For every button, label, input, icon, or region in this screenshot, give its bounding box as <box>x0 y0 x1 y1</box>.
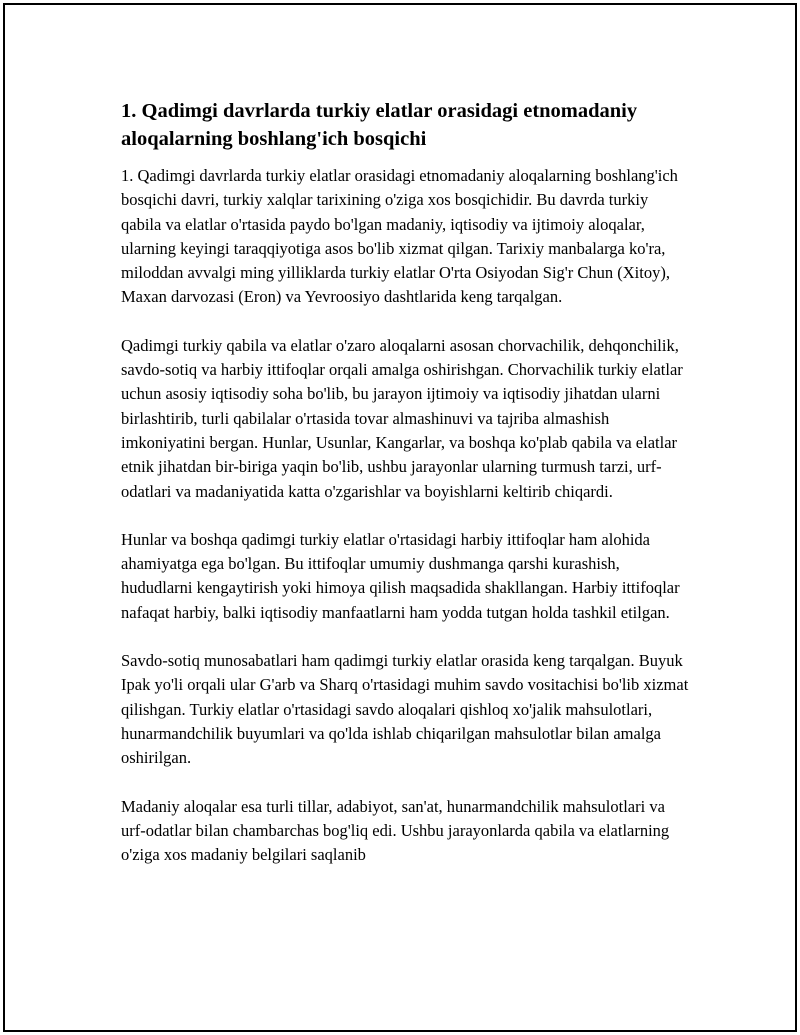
paragraph-1: 1. Qadimgi davrlarda turkiy elatlar orasidagi etnomadaniy aloqalarning boshlang'ich bosqichi davri, turkiy xalqlar tarixining o'ziga xos bosqichidir. Bu davrda turkiy qabila va elatlar o'rtasida paydo bo'lgan madaniy, iqtisodiy va ijtimoiy aloqalar, ularning keyingi taraqqiyotiga asos bo'lib xizmat qilgan. Tarixiy manbalarga ko'ra, miloddan avvalgi ming yilliklarda turkiy elatlar O'rta Osiyodan Sig'r Chun (Xitoy), Maxan darvozasi (Eron) va Yevroosiyo dashtlarida keng tarqalgan. <box>121 166 678 307</box>
paragraph-5: Madaniy aloqalar esa turli tillar, adabiyot, san'at, hunarmandchilik mahsulotlari va urf-odatlar bilan chambarchas bog'liq edi. Ushbu jarayonlarda qabila va elatlarning o'ziga xos madaniy belgilari saqlanib <box>121 796 670 865</box>
paragraph-3: Hunlar va boshqa qadimgi turkiy elatlar o'rtasidagi harbiy ittifoqlar ham alohida ahamiyatga ega bo'lgan. Bu ittifoqlar umumiy dushmanga qarshi kurashish, hududlarni kengaytirish yoki himoya qilish maqsadida shakllangan. Harbiy ittifoqlar nafaqat harbiy, balki iqtisodiy manfaatlarni ham yodda tutgan holda tashkil etilgan. <box>121 529 680 622</box>
document-body <box>121 97 691 891</box>
page-frame <box>3 3 797 1032</box>
document-title: 1. Qadimgi davrlarda turkiy elatlar orasidagi etnomadaniy aloqalarning boshlang'ich bosqichi <box>121 100 638 150</box>
paragraph-2: Qadimgi turkiy qabila va elatlar o'zaro aloqalarni asosan chorvachilik, dehqonchilik, savdo-sotiq va harbiy ittifoqlar orqali amalga oshirishgan. Chorvachilik turkiy elatlar uchun asosiy iqtisodiy soha bo'lib, bu jarayon ijtimoiy va iqtisodiy jihatdan ularni birlashtirib, turli qabilalar o'rtasida tovar almashinuvi va tajriba almashish imkoniyatini bergan. Hunlar, Usunlar, Kangarlar, va boshqa ko'plab qabila va elatlar etnik jihatdan bir-biriga yaqin bo'lib, ushbu jarayonlar ularning turmush tarzi, urf-odatlari va madaniyatida katta o'zgarishlar va boyishlarni keltirib chiqardi. <box>121 335 683 501</box>
paragraph-4: Savdo-sotiq munosabatlari ham qadimgi turkiy elatlar orasida keng tarqalgan. Buyuk Ipak yo'li orqali ular G'arb va Sharq o'rtasidagi muhim savdo vositachisi bo'lib xizmat qilishgan. Turkiy elatlar o'rtasidagi savdo aloqalari qishloq xo'jalik mahsulotlari, hunarmandchilik buyumlari va qo'lda ishlab chiqarilgan mahsulotlar bilan amalga oshirilgan. <box>121 651 689 768</box>
